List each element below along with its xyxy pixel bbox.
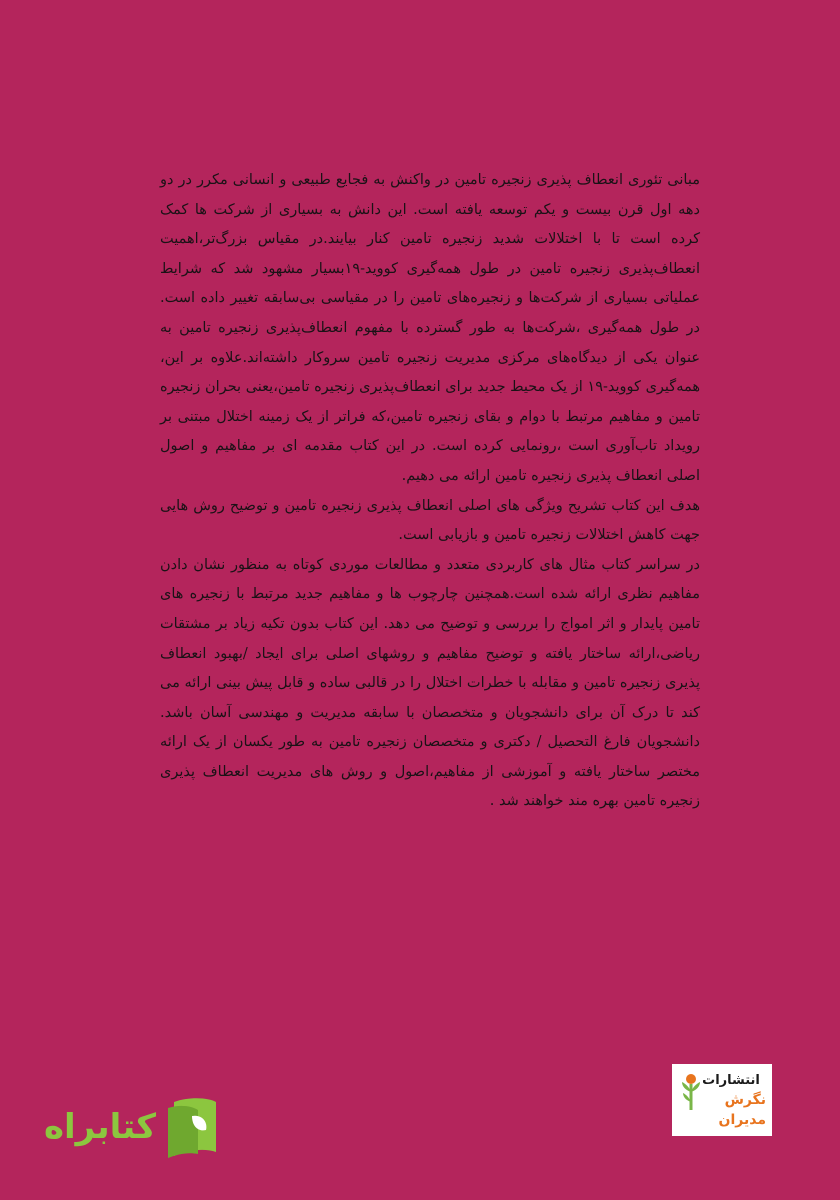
cover-description xyxy=(160,166,700,817)
store-name: کتابراه xyxy=(43,1107,156,1147)
description-paragraph-2: هدف این کتاب تشریح ویژگی های اصلی انعطاف پذیری زنجیره تامین و توضیح روش هایی جهت کاهش اختلالات زنجیره تامین و بازیابی است. xyxy=(160,497,700,544)
publisher-name-line2: نگرش مدیران xyxy=(718,1092,766,1128)
publisher-logo xyxy=(672,1064,772,1136)
book-leaf-icon xyxy=(164,1094,220,1160)
store-brand xyxy=(40,1092,220,1162)
publisher-emblem-icon xyxy=(680,1072,702,1112)
publisher-name-line1: انتشارات xyxy=(702,1073,760,1088)
description-paragraph-3: در سراسر کتاب مثال های کاربردی متعدد و مطالعات موردی کوتاه به منظور نشان دادن مفاهیم نظری ارائه شده است.همچنین چارچوب ها و مفاهیم جدید مرتبط با زنجیره های تامین پایدار و اثر امواج را بررسی و توضیح می دهد. این کتاب بدون تکیه زیاد بر مشتقات ریاضی،ارائه ساختار یافته و توضیح مفاهیم و روشهای اصلی برای ایجاد /بهبود انعطاف پذیری زنجیره تامین و مقابله با خطرات اختلال را در قالبی ساده و قابل پیش بینی ارائه می کند تا درک آن برای دانشجویان و متخصصان با سابقه مدیریت و مهندسی آسان باشد. دانشجویان فارغ التحصیل / دکتری و متخصصان زنجیره تامین به طور یکسان از یک ارائه مختصر ساختار یافته و آموزشی از مفاهیم،اصول و روش های مدیریت انعطاف پذیری زنجیره تامین بهره مند خواهند شد . xyxy=(160,556,700,810)
description-paragraph-1: مبانی تئوری انعطاف پذیری زنجیره تامین در واکنش به فجایع طبیعی و انسانی مکرر در دو دهه اول قرن بیست و یکم توسعه یافته است. این دانش به بسیاری از شرکت ها کمک کرده است تا با اختلالات شدید زنجیره تامین کنار بیایند.در مقیاس بزرگ‌تر،اهمیت انعطاف‌پذیری زنجیره تامین در طول همه‌گیری کووید-۱۹بسیار مشهود شد که شرایط عملیاتی بسیاری از شرکت‌ها و زنجیره‌های تامین را در مقیاسی بی‌سابقه تغییر داده است. در طول همه‌گیری ،شرکت‌ها به طور گسترده با مفهوم انعطاف‌پذیری زنجیره تامین به عنوان یکی از دیدگاه‌های مرکزی مدیریت زنجیره تامین سروکار داشته‌اند.علاوه بر این، همه‌گیری کووید-۱۹ از یک محیط جدید برای انعطاف‌پذیری زنجیره تامین،یعنی بحران زنجیره تامین و مفاهیم مرتبط با دوام و بقای زنجیره تامین،که فراتر از یک زمینه اختلال مبتنی بر رویداد تاب‌آوری است ،رونمایی کرده است. در این کتاب مقدمه ای بر مفاهیم و اصول اصلی انعطاف پذیری زنجیره تامین ارائه می دهیم. xyxy=(160,172,700,484)
